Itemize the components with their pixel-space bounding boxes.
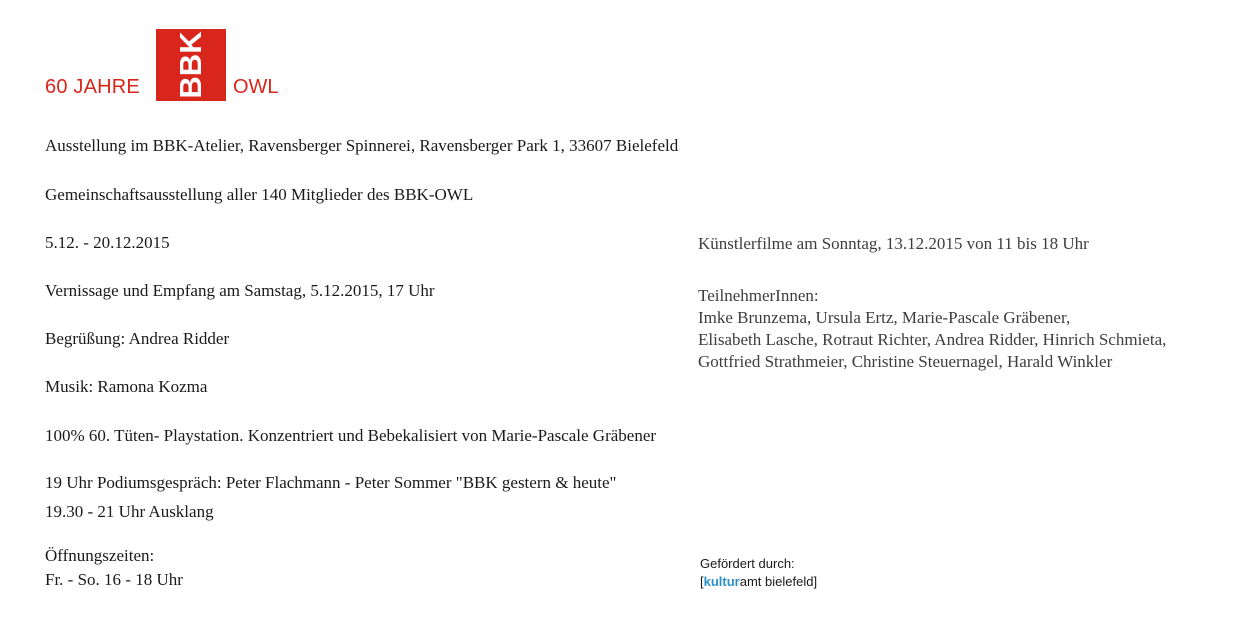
participants-block xyxy=(698,285,1166,373)
closing-line: 19.30 - 21 Uhr Ausklang xyxy=(45,502,214,521)
exhibition-line: Gemeinschaftsausstellung aller 140 Mitglieder des BBK-OWL xyxy=(45,185,474,204)
music-line: Musik: Ramona Kozma xyxy=(45,377,208,396)
opening-line: Vernissage und Empfang am Samstag, 5.12.2015, 17 Uhr xyxy=(45,281,435,300)
sponsor-close-bracket: ] xyxy=(813,574,818,589)
talk-line: 19 Uhr Podiumsgespräch: Peter Flachmann - Peter Sommer "BBK gestern & heute" xyxy=(45,473,617,492)
venue-line: Ausstellung im BBK-Atelier, Ravensberger Spinnerei, Ravensberger Park 1, 33607 Bielefeld xyxy=(45,136,679,155)
sponsor-kultur-word: kultur xyxy=(703,574,740,589)
logo-bbk-text: BBK xyxy=(173,31,208,99)
opening-hours-label: Öffnungszeiten: xyxy=(45,546,155,565)
participants-line: Gottfried Strathmeier, Christine Steuernagel, Harald Winkler xyxy=(698,352,1113,371)
logo-bbk-box xyxy=(156,29,226,101)
logo-owl-text: OWL xyxy=(233,76,279,98)
sponsor-logo-text xyxy=(700,573,817,591)
films-line: Künstlerfilme am Sonntag, 13.12.2015 von 11 bis 18 Uhr xyxy=(698,234,1089,253)
opening-hours-value: Fr. - So. 16 - 18 Uhr xyxy=(45,570,183,589)
sponsor-block xyxy=(700,555,817,591)
logo-years-text: 60 JAHRE xyxy=(45,76,140,98)
sponsor-open-bracket: [ xyxy=(700,574,704,589)
participants-line: Elisabeth Lasche, Rotraut Richter, Andrea Ridder, Hinrich Schmieta, xyxy=(698,330,1167,349)
participants-label: TeilnehmerInnen: xyxy=(698,286,819,305)
dates-line: 5.12. - 20.12.2015 xyxy=(45,233,170,252)
sponsor-label: Gefördert durch: xyxy=(700,556,795,571)
participants-line: Imke Brunzema, Ursula Ertz, Marie-Pascale Gräbener, xyxy=(698,308,1071,327)
performance-line: 100% 60. Tüten- Playstation. Konzentriert und Bebekalisiert von Marie-Pascale Gräbener xyxy=(45,426,657,445)
welcome-line: Begrüßung: Andrea Ridder xyxy=(45,329,230,348)
sponsor-amt-text: amt bielefeld xyxy=(739,574,814,589)
